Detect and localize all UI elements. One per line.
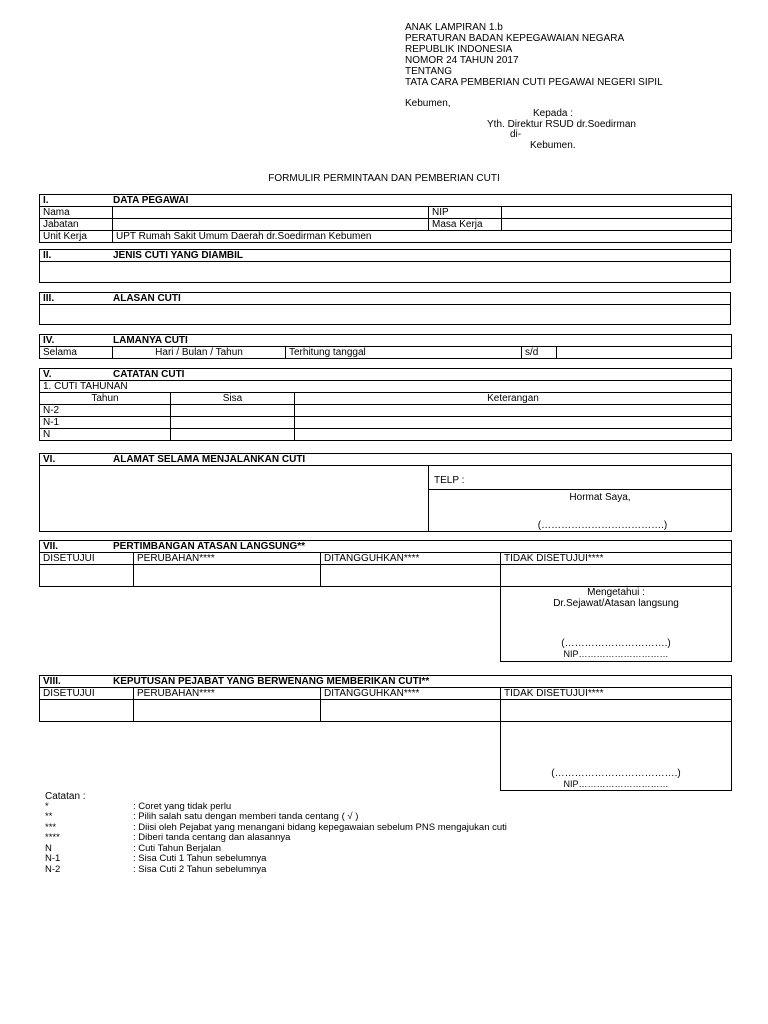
section-pertimbangan [39,540,732,662]
section-header [40,335,732,347]
note-value: : Sisa Cuti 1 Tahun sebelumnya [133,853,267,864]
duration-unit[interactable]: Hari / Bulan / Tahun [113,347,286,359]
note-key: N-1 [45,853,61,864]
col-tahun-header: Tahun [40,393,171,405]
section-header [40,676,732,688]
perubahan-check[interactable] [134,700,321,722]
telp-field[interactable] [429,466,732,490]
col-sisa-header: Sisa [171,393,295,405]
disetujui-check[interactable] [40,565,134,587]
alasan-cuti-field[interactable] [40,305,731,325]
section-header [40,454,732,466]
note-item [45,812,358,823]
sisa-field[interactable] [171,429,295,441]
section-number: II. [43,250,52,261]
section-number: VI. [43,454,56,465]
perubahan-check[interactable] [134,565,321,587]
tidak-disetujui-option[interactable]: TIDAK DISETUJUI**** [501,688,732,700]
pejabat-signature-box [501,722,732,791]
tidak-disetujui-check[interactable] [501,700,732,722]
section-header [40,250,731,262]
addressee-city: Kebumen. [530,140,576,151]
section-alasan-cuti [39,292,731,325]
section-header [40,293,731,305]
note-value: : Cuti Tahun Berjalan [133,843,222,854]
sd-label: s/d [522,347,557,359]
nama-field[interactable] [113,207,429,219]
ditangguhkan-check[interactable] [321,700,501,722]
nip-field[interactable] [502,207,732,219]
terhitung-label[interactable]: Terhitung tanggal [286,347,522,359]
section-title: CATATAN CUTI [113,369,185,380]
note-value: : Diberi tanda centang dan alasannya [133,832,291,843]
addressee: Yth. Direktur RSUD dr.Soedirman [487,119,636,130]
section-header [40,541,732,553]
section-number: I. [43,195,49,206]
ditangguhkan-option[interactable]: DITANGGUHKAN**** [321,688,501,700]
ditangguhkan-check[interactable] [321,565,501,587]
alamat-field[interactable] [40,466,429,532]
addressee-di: di- [510,129,522,140]
section-title: PERTIMBANGAN ATASAN LANGSUNG** [113,541,306,552]
row-label: N [40,429,171,441]
note-value: : Sisa Cuti 2 Tahun sebelumnya [133,864,267,875]
nip-label: NIP [429,207,502,219]
tidak-disetujui-check[interactable] [501,565,732,587]
hormat-saya: Hormat Saya, [569,492,631,503]
selama-label: Selama [40,347,113,359]
disetujui-check[interactable] [40,700,134,722]
section-title: JENIS CUTI YANG DIAMBIL [113,250,244,261]
disetujui-option[interactable]: DISETUJUI [40,553,134,565]
section-jenis-cuti [39,249,731,283]
table-row [40,429,732,441]
header-line-5: TENTANG [405,66,453,77]
note-item [45,833,290,844]
signature-box [429,490,732,532]
section-number: V. [43,369,52,380]
sd-field[interactable] [557,347,732,359]
section-title: KEPUTUSAN PEJABAT YANG BERWENANG MEMBERIKAN CUTI** [113,676,430,687]
notes-title: Catatan : [45,791,86,802]
mengetahui-label: Mengetahui : [587,587,645,598]
tidak-disetujui-option[interactable]: TIDAK DISETUJUI**** [501,553,732,565]
cuti-tahunan-label: 1. CUTI TAHUNAN [40,381,732,393]
signature-line: (……………………………….) [537,520,668,531]
nip-line: NIP………………………… [563,649,669,659]
masa-kerja-field[interactable] [502,219,732,231]
note-key: **** [45,832,60,843]
note-key: N-2 [45,864,61,875]
section-lamanya-cuti [39,334,732,359]
header-line-2: PERATURAN BADAN KEPEGAWAIAN NEGARA [405,33,625,44]
header-line-4: NOMOR 24 TAHUN 2017 [405,55,519,66]
perubahan-option[interactable]: PERUBAHAN**** [134,688,321,700]
perubahan-option[interactable]: PERUBAHAN**** [134,553,321,565]
spacer [40,722,501,791]
unit-kerja-label: Unit Kerja [40,231,113,243]
signature-line: (……………………………….) [551,768,681,779]
row-label: N-1 [40,417,171,429]
keterangan-field[interactable] [295,417,732,429]
keterangan-field[interactable] [295,429,732,441]
section-number: IV. [43,335,55,346]
section-keputusan [39,675,732,791]
section-title: ALASAN CUTI [113,293,181,304]
form-title: FORMULIR PERMINTAAN DAN PEMBERIAN CUTI [268,173,500,184]
note-item [45,865,266,876]
jabatan-label: Jabatan [40,219,113,231]
section-header [40,195,732,207]
section-title: LAMANYA CUTI [113,335,188,346]
note-key: ** [45,811,53,822]
masa-kerja-label: Masa Kerja [429,219,502,231]
note-key: N [45,843,52,854]
jabatan-field[interactable] [113,219,429,231]
section-title: DATA PEGAWAI [113,195,189,206]
section-number: VIII. [43,676,61,687]
nip-line: NIP………………………… [563,779,669,789]
note-value: : Diisi oleh Pejabat yang menangani bidang kepegawaian sebelum PNS mengajukan cuti [133,822,507,833]
disetujui-option[interactable]: DISETUJUI [40,688,134,700]
spacer [40,587,501,662]
header-line-1: ANAK LAMPIRAN 1.b [405,22,503,33]
col-keterangan-header: Keterangan [295,393,732,405]
note-key: * [45,801,49,812]
section-alamat [39,453,732,532]
header-line-3: REPUBLIK INDONESIA [405,44,513,55]
kepada-label: Kepada : [533,108,574,119]
atasan-label: Dr.Sejawat/Atasan langsung [553,598,679,609]
keterangan-field[interactable] [295,405,732,417]
header-line-6: TATA CARA PEMBERIAN CUTI PEGAWAI NEGERI SIPIL [405,77,663,88]
sisa-field[interactable] [171,405,295,417]
row-label: N-2 [40,405,171,417]
place-date: Kebumen, [405,98,451,109]
section-title: ALAMAT SELAMA MENJALANKAN CUTI [113,454,306,465]
unit-kerja-value[interactable]: UPT Rumah Sakit Umum Daerah dr.Soedirman Kebumen [113,231,732,243]
section-data-pegawai [39,194,732,243]
table-row [40,405,732,417]
note-value: : Coret yang tidak perlu [133,801,232,812]
sisa-field[interactable] [171,417,295,429]
atasan-signature-box [501,587,732,662]
nama-label: Nama [40,207,113,219]
note-value: : Pilih salah satu dengan memberi tanda centang ( √ ) [133,811,359,822]
table-row [40,417,732,429]
telp-label: TELP : [434,475,465,486]
section-number: VII. [43,541,59,552]
section-number: III. [43,293,55,304]
ditangguhkan-option[interactable]: DITANGGUHKAN**** [321,553,501,565]
note-key: *** [45,822,57,833]
signature-line: (………………………….) [561,638,671,649]
jenis-cuti-field[interactable] [40,262,731,283]
section-catatan-cuti [39,368,732,441]
section-header [40,369,732,381]
note-item [45,854,266,865]
